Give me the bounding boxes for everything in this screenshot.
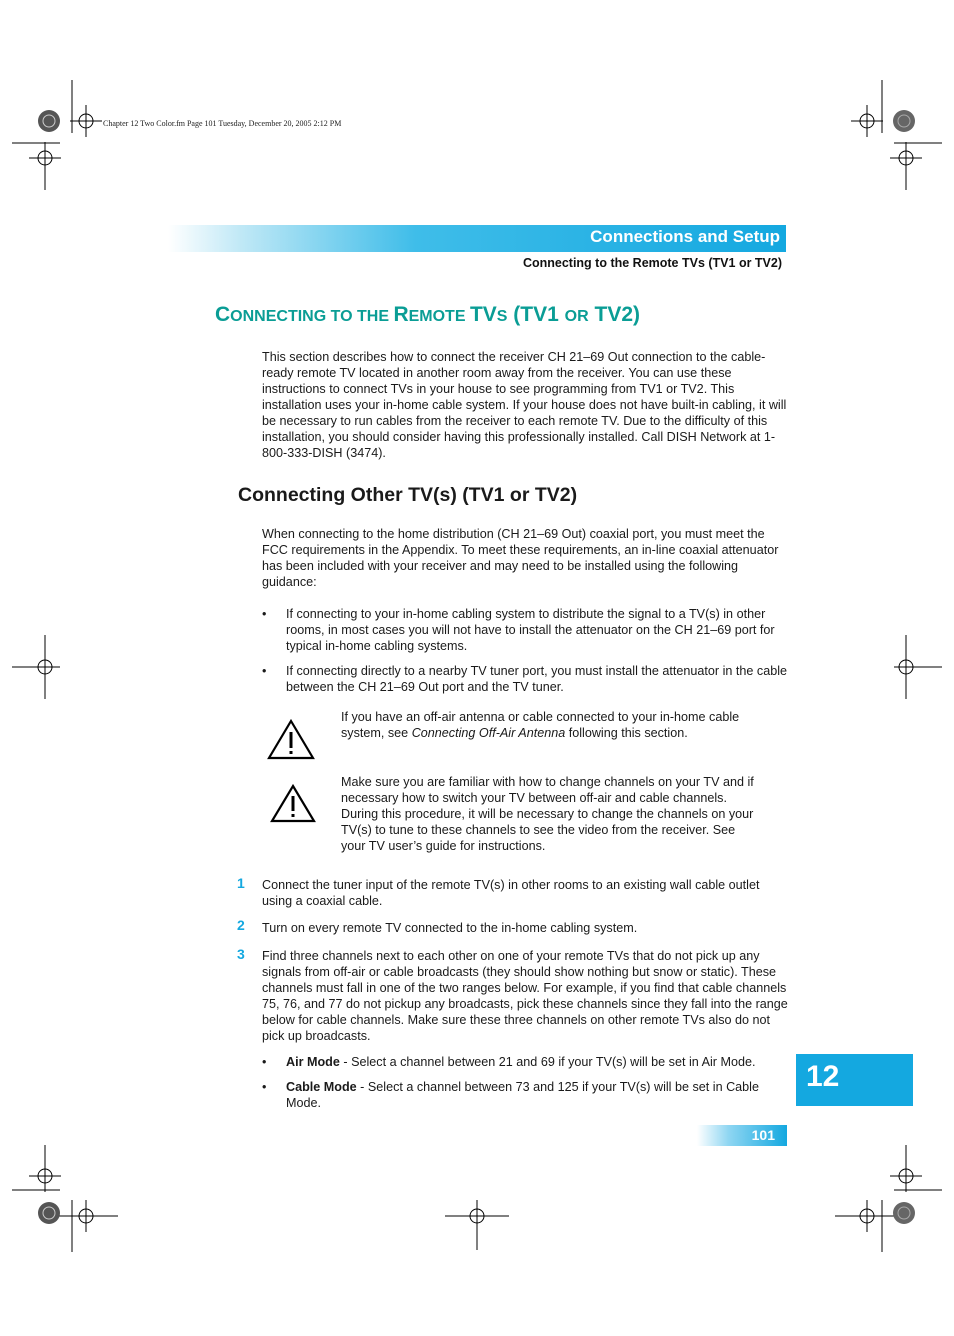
step-number: 1 bbox=[237, 875, 245, 891]
running-subheader: Connecting to the Remote TVs (TV1 or TV2) bbox=[522, 256, 782, 270]
step-number: 2 bbox=[237, 917, 245, 933]
color-target-icon bbox=[893, 1202, 915, 1224]
caution-note: If you have an off-air antenna or cable connected to your in-home cable system, see Connecting Off-Air Antenna following this section. bbox=[341, 710, 740, 740]
registration-mark-icon bbox=[56, 1200, 118, 1232]
bullet-dot: • bbox=[262, 1055, 267, 1069]
registration-mark-icon bbox=[851, 105, 883, 137]
page-number-bar bbox=[697, 1125, 787, 1146]
color-target-icon bbox=[38, 1202, 60, 1224]
intro-paragraph: This section describes how to connect the receiver CH 21–69 Out connection to the cable-ready remote TV located in another room away from the receiver. You can use these instructions to connect TVs in your house to see programming from TV1 or TV2. This installation uses your in-home cable system. If your house does not have built-in cabling, it will be necessary to run cables from the receiver to each remote TV. Due to the difficulty of this installation, you should consider having this professionally installed. Call DISH Network at 1-800-333-DISH (3474). bbox=[262, 350, 787, 460]
list-item: • Cable Mode - Select a channel between 73 and 125 if your TV(s) will be set in Cable Mode. bbox=[262, 1080, 759, 1110]
registration-mark-icon bbox=[890, 142, 922, 190]
color-target-icon bbox=[893, 110, 915, 132]
bullet-dot: • bbox=[262, 607, 267, 621]
registration-mark-icon bbox=[29, 142, 61, 190]
registration-mark-icon bbox=[445, 1200, 509, 1250]
caution-triangle-icon bbox=[267, 718, 315, 760]
chapter-tab bbox=[796, 1054, 913, 1106]
color-target-icon bbox=[38, 110, 60, 132]
registration-mark-icon bbox=[894, 635, 942, 699]
guidance-paragraph: When connecting to the home distribution (CH 21–69 Out) coaxial port, you must meet the FCC requirements in the Appendix. To meet these requirements, an in-line coaxial attenuator has been included with your receiver and may need to be installed using the following guidance: bbox=[262, 527, 779, 589]
list-item: • Air Mode - Select a channel between 21 and 69 if your TV(s) will be set in Air Mode. bbox=[262, 1055, 756, 1069]
registration-mark-icon bbox=[835, 1200, 898, 1232]
subsection-title: Connecting Other TV(s) (TV1 or TV2) bbox=[238, 484, 578, 506]
chapter-number: 12 bbox=[806, 1060, 840, 1093]
registration-mark-icon bbox=[12, 635, 60, 699]
step-number: 3 bbox=[237, 946, 245, 962]
list-item: • If connecting directly to a nearby TV tuner port, you must install the attenuator in the cable between the CH 21–69 Out port and the TV tuner. bbox=[262, 664, 788, 694]
list-item: • If connecting to your in-home cabling system to distribute the signal to a TV(s) in other rooms, in most cases you will not have to install the attenuator on the CH 21–69 port for typical in-home cabling systems. bbox=[262, 607, 775, 653]
bullet-dot: • bbox=[262, 1080, 267, 1094]
caution-triangle-icon bbox=[270, 783, 316, 823]
caution-note: Make sure you are familiar with how to change channels on your TV and if necessary how to switch your TV between off-air and cable channels. During this procedure, it will be necessary to change the channels on your TV(s) to tune to these channels to see the video from the receiver. See your TV user’s guide for instructions. bbox=[341, 775, 754, 853]
step-text: Find three channels next to each other on one of your remote TVs that do not pick up any signals from off-air or cable broadcasts (they should show nothing but snow or static). These channels must fall in one of the two ranges below. For example, if you find that cable channels 75, 76, and 77 do not pickup any broadcasts, pick these channels since they fall into the range below for cable channels. Make sure these three channels on other remote TVs also do not pick up broadcasts. bbox=[262, 949, 788, 1043]
registration-mark-icon bbox=[29, 1145, 61, 1192]
registration-mark-icon bbox=[890, 1145, 922, 1192]
section-header-bar bbox=[168, 225, 786, 252]
page-number: 101 bbox=[751, 1127, 775, 1143]
file-slug: Chapter 12 Two Color.fm Page 101 Tuesday, December 20, 2005 2:12 PM bbox=[103, 119, 342, 128]
registration-mark-icon bbox=[70, 105, 102, 137]
bullet-dot: • bbox=[262, 664, 267, 678]
step-text: Turn on every remote TV connected to the in-home cabling system. bbox=[262, 921, 638, 935]
section-title: Connections and Setup bbox=[590, 227, 780, 246]
page-title: CONNECTING TO THE REMOTE TVS (TV1 OR TV2) bbox=[215, 303, 640, 326]
step-text: Connect the tuner input of the remote TV(s) in other rooms to an existing wall cable outlet using a coaxial cable. bbox=[262, 878, 760, 908]
